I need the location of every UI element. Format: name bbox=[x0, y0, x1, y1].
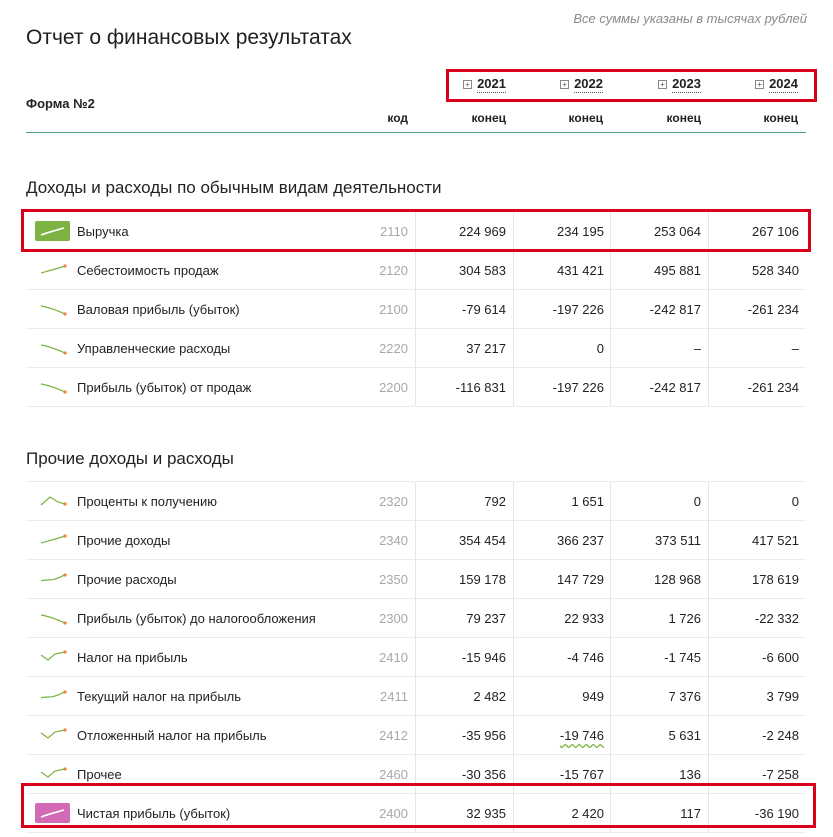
row-code: 2412 bbox=[379, 728, 408, 743]
value-cell-2023: 0 bbox=[693, 494, 701, 509]
value-cell-2022: -4 746 bbox=[567, 650, 604, 665]
period-header: конец bbox=[763, 111, 798, 125]
table-row[interactable] bbox=[26, 599, 806, 638]
row-label: Проценты к получению bbox=[77, 494, 217, 509]
value-cell-2024: 267 106 bbox=[752, 224, 799, 239]
value-cell-2022: 0 bbox=[596, 341, 604, 356]
value-cell-2024: -22 332 bbox=[754, 611, 799, 626]
section-title-ordinary: Доходы и расходы по обычным видам деятельности bbox=[26, 178, 442, 197]
value-cell-2024: – bbox=[791, 341, 799, 356]
year-toggle-2023[interactable]: + 2023 bbox=[605, 76, 701, 91]
row-code: 2110 bbox=[380, 224, 408, 239]
table-row[interactable] bbox=[26, 481, 806, 521]
value-cell-2021: 304 583 bbox=[459, 263, 506, 278]
value-cell-2024: 0 bbox=[791, 494, 799, 509]
row-label: Прочие доходы bbox=[77, 533, 171, 548]
value-cell-2021: -79 614 bbox=[461, 302, 506, 317]
table-row[interactable] bbox=[26, 251, 806, 290]
value-cell-2021: 32 935 bbox=[466, 806, 506, 821]
row-code: 2220 bbox=[379, 341, 408, 356]
row-label: Прочее bbox=[77, 767, 122, 782]
sparkline-icon bbox=[38, 492, 68, 509]
value-cell-2022: 431 421 bbox=[557, 263, 604, 278]
value-cell-2021: 2 482 bbox=[473, 689, 506, 704]
sparkline-icon bbox=[38, 531, 68, 548]
value-cell-2022: 22 933 bbox=[564, 611, 604, 626]
table-row[interactable] bbox=[26, 677, 806, 716]
value-cell-2024: -6 600 bbox=[762, 650, 799, 665]
sparkline-icon bbox=[38, 648, 68, 665]
value-cell-2022: -19 746 bbox=[559, 728, 604, 743]
sparkline-icon bbox=[38, 765, 68, 782]
row-code: 2200 bbox=[379, 380, 408, 395]
value-cell-2024: -36 190 bbox=[754, 806, 799, 821]
value-cell-2024: -261 234 bbox=[747, 302, 799, 317]
year-toggle-2022[interactable]: + 2022 bbox=[507, 76, 603, 91]
row-label: Прибыль (убыток) от продаж bbox=[77, 380, 252, 395]
value-cell-2021: 159 178 bbox=[459, 572, 506, 587]
table-row[interactable] bbox=[26, 755, 806, 794]
value-cell-2024: 3 799 bbox=[766, 689, 799, 704]
sparkline-icon bbox=[38, 609, 68, 626]
value-cell-2022: 1 651 bbox=[571, 494, 604, 509]
row-label: Выручка bbox=[77, 224, 129, 239]
value-cell-2021: -35 956 bbox=[461, 728, 506, 743]
sparkline-icon bbox=[38, 378, 68, 395]
row-code: 2411 bbox=[380, 689, 408, 704]
table-row[interactable] bbox=[26, 560, 806, 599]
section-title-other: Прочие доходы и расходы bbox=[26, 449, 234, 468]
value-cell-2021: -15 946 bbox=[461, 650, 506, 665]
value-cell-2022: -197 226 bbox=[552, 302, 604, 317]
value-cell-2023: -242 817 bbox=[649, 380, 701, 395]
header-divider bbox=[26, 132, 806, 133]
value-cell-2023: 495 881 bbox=[654, 263, 701, 278]
row-code: 2120 bbox=[379, 263, 408, 278]
value-cell-2023: 253 064 bbox=[654, 224, 701, 239]
expand-icon: + bbox=[755, 80, 764, 89]
row-code: 2100 bbox=[379, 302, 408, 317]
value-cell-2021: 354 454 bbox=[459, 533, 506, 548]
row-code: 2460 bbox=[379, 767, 408, 782]
row-label: Чистая прибыль (убыток) bbox=[77, 806, 231, 821]
sparkline-icon bbox=[38, 687, 68, 704]
value-cell-2024: -7 258 bbox=[762, 767, 799, 782]
value-cell-2024: -261 234 bbox=[747, 380, 799, 395]
value-cell-2021: -30 356 bbox=[461, 767, 506, 782]
value-cell-2022: 147 729 bbox=[557, 572, 604, 587]
value-cell-2023: 1 726 bbox=[668, 611, 701, 626]
table-row[interactable] bbox=[26, 368, 806, 407]
units-note: Все суммы указаны в тысячах рублей bbox=[573, 11, 807, 26]
value-cell-2021: 224 969 bbox=[459, 224, 506, 239]
row-label: Себестоимость продаж bbox=[77, 263, 219, 278]
value-cell-2023: 5 631 bbox=[668, 728, 701, 743]
period-header: конец bbox=[471, 111, 506, 125]
table-row[interactable] bbox=[26, 329, 806, 368]
row-label: Прибыль (убыток) до налогообложения bbox=[77, 611, 316, 626]
value-cell-2021: 37 217 bbox=[466, 341, 506, 356]
sparkline-icon bbox=[38, 726, 68, 743]
value-cell-2024: 178 619 bbox=[752, 572, 799, 587]
row-code: 2320 bbox=[379, 494, 408, 509]
value-cell-2023: 136 bbox=[679, 767, 701, 782]
year-toggle-2021[interactable]: + 2021 bbox=[410, 76, 506, 91]
value-cell-2022: 234 195 bbox=[557, 224, 604, 239]
row-code: 2410 bbox=[379, 650, 408, 665]
value-cell-2024: -2 248 bbox=[762, 728, 799, 743]
value-cell-2021: 79 237 bbox=[466, 611, 506, 626]
value-cell-2023: 128 968 bbox=[654, 572, 701, 587]
value-cell-2022: -197 226 bbox=[552, 380, 604, 395]
value-cell-2023: 373 511 bbox=[654, 533, 701, 548]
year-toggle-2024[interactable]: + 2024 bbox=[702, 76, 798, 91]
value-cell-2024: 417 521 bbox=[752, 533, 799, 548]
sparkline-icon bbox=[38, 300, 68, 317]
table-row[interactable] bbox=[26, 211, 806, 251]
value-cell-2023: 7 376 bbox=[668, 689, 701, 704]
table-row[interactable] bbox=[26, 716, 806, 755]
row-code: 2300 bbox=[379, 611, 408, 626]
row-label: Управленческие расходы bbox=[77, 341, 231, 356]
sparkline-icon bbox=[38, 339, 68, 356]
form-label: Форма №2 bbox=[26, 96, 95, 111]
year-header-row bbox=[0, 76, 833, 96]
value-cell-2021: -116 831 bbox=[455, 380, 506, 395]
value-cell-2022: 366 237 bbox=[557, 533, 604, 548]
expand-icon: + bbox=[560, 80, 569, 89]
row-label: Текущий налог на прибыль bbox=[77, 689, 242, 704]
column-subheader-row bbox=[0, 111, 833, 129]
table-row[interactable] bbox=[26, 521, 806, 560]
table-row[interactable] bbox=[26, 794, 806, 833]
table-row[interactable] bbox=[26, 290, 806, 329]
sparkline-icon bbox=[38, 570, 68, 587]
value-cell-2022: -15 767 bbox=[559, 767, 604, 782]
row-label: Отложенный налог на прибыль bbox=[77, 728, 267, 743]
row-label: Налог на прибыль bbox=[77, 650, 188, 665]
value-cell-2021: 792 bbox=[484, 494, 506, 509]
code-header: код bbox=[387, 111, 408, 125]
value-cell-2024: 528 340 bbox=[752, 263, 799, 278]
row-code: 2350 bbox=[379, 572, 408, 587]
value-cell-2023: -242 817 bbox=[649, 302, 701, 317]
table-row[interactable] bbox=[26, 638, 806, 677]
expand-icon: + bbox=[658, 80, 667, 89]
row-code: 2340 bbox=[379, 533, 408, 548]
expand-icon: + bbox=[463, 80, 472, 89]
value-cell-2022: 2 420 bbox=[571, 806, 604, 821]
trend-badge-icon bbox=[35, 221, 70, 241]
row-label: Валовая прибыль (убыток) bbox=[77, 302, 240, 317]
page-title: Отчет о финансовых результатах bbox=[26, 26, 352, 49]
value-cell-2023: -1 745 bbox=[664, 650, 701, 665]
row-label: Прочие расходы bbox=[77, 572, 177, 587]
period-header: конец bbox=[568, 111, 603, 125]
trend-badge-icon bbox=[35, 803, 70, 823]
table-ordinary bbox=[26, 211, 806, 407]
table-other bbox=[26, 481, 806, 833]
value-cell-2023: – bbox=[693, 341, 701, 356]
period-header: конец bbox=[666, 111, 701, 125]
sparkline-icon bbox=[38, 261, 68, 278]
value-cell-2023: 117 bbox=[680, 806, 701, 821]
value-cell-2022: 949 bbox=[582, 689, 604, 704]
row-code: 2400 bbox=[379, 806, 408, 821]
